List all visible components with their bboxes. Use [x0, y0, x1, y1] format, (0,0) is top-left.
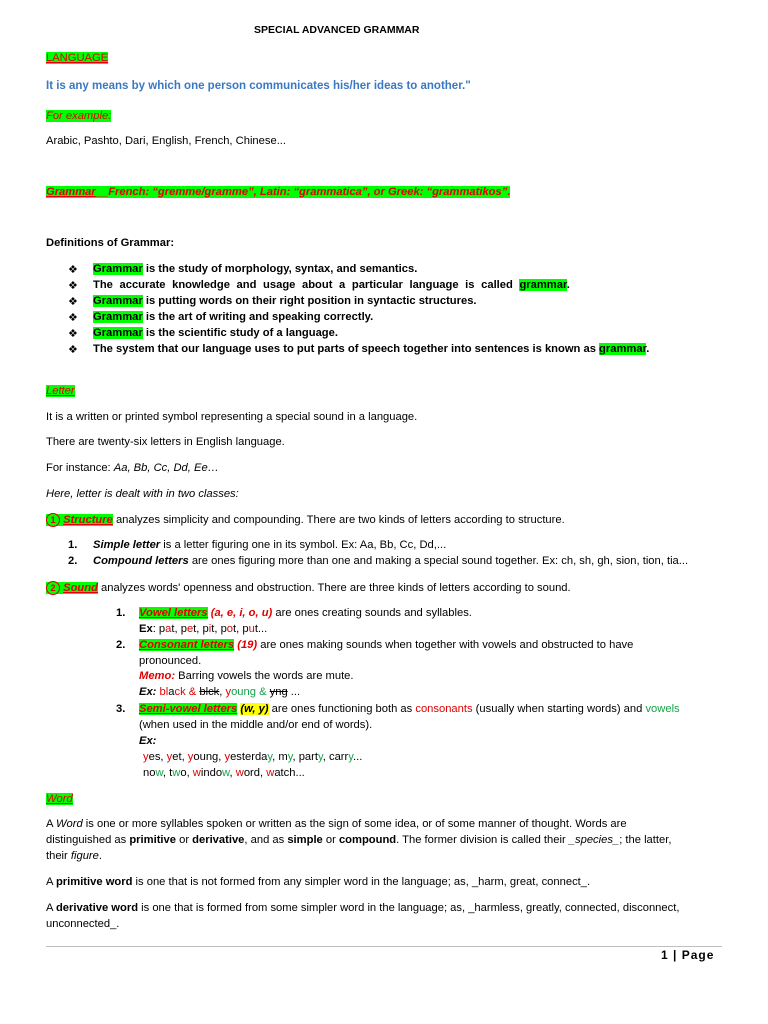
semivowel-examples-line2: now, two, window, word, watch... — [143, 767, 305, 779]
language-examples: Arabic, Pashto, Dari, English, French, Chinese... — [46, 135, 287, 147]
list-item: ❖ The system that our language uses to put parts of speech together into sentences is known as grammar. — [68, 343, 650, 356]
letter-paragraph: For instance: Aa, Bb, Cc, Dd, Ee… — [46, 462, 219, 474]
list-item: 1. Simple letter is a letter figuring one in its symbol. Ex: Aa, Bb, Cc, Dd,... — [68, 539, 447, 551]
word-paragraph: A derivative word is one that is formed from some simpler word in the language; as, _harmless, greatly, connected, disconnect, — [46, 902, 680, 914]
list-item: ❖ Grammar is the art of writing and speaking correctly. — [68, 311, 374, 324]
page-title: SPECIAL ADVANCED GRAMMAR — [254, 24, 420, 36]
list-item: 2. Consonant letters (19) are ones making sounds when together with vowels and obstructed to have — [116, 639, 634, 651]
word-heading: Word — [46, 793, 73, 805]
list-item: 1. Vowel letters (a, e, i, o, u) are ones creating sounds and syllables. — [116, 607, 472, 619]
footer-divider — [46, 946, 722, 947]
letter-heading: Letter — [46, 385, 75, 397]
word-paragraph: A Word is one or more syllables spoken or written as the sign of some idea, or of some manner of thought. Words are — [46, 818, 627, 830]
semivowel-ex-label: Ex: — [139, 735, 157, 747]
circled-number-icon: 1 — [46, 513, 60, 527]
grammar-etymology: Grammar__French: “gremme/gramme”, Latin: “grammatica”, or Greek: “grammatikos”. — [46, 186, 511, 198]
bullet-icon: ❖ — [68, 296, 78, 308]
bullet-icon: ❖ — [68, 328, 78, 340]
bullet-icon: ❖ — [68, 280, 78, 292]
definitions-heading: Definitions of Grammar: — [46, 237, 175, 249]
vowel-examples: Ex: pat, pet, pit, pot, put... — [139, 623, 268, 635]
letter-paragraph: There are twenty-six letters in English language. — [46, 436, 285, 448]
word-paragraph: unconnected_. — [46, 918, 120, 930]
list-item: 2. Compound letters are ones figuring more than one and making a special sound together. Ex: ch, sh, gh, sion, tion, tia... — [68, 555, 689, 567]
language-definition: It is any means by which one person communicates his/her ideas to another." — [46, 80, 471, 92]
circled-number-icon: 2 — [46, 581, 60, 595]
consonant-examples: Ex: black & blck, young & yng ... — [139, 686, 301, 698]
consonant-text: pronounced. — [139, 655, 202, 667]
list-item: ❖ Grammar is the scientific study of a language. — [68, 327, 338, 340]
word-paragraph: their figure. — [46, 850, 102, 862]
page-number: 1 | Page — [661, 948, 715, 962]
list-item: ❖ Grammar is the study of morphology, syntax, and semantics. — [68, 263, 418, 276]
letter-paragraph: It is a written or printed symbol representing a special sound in a language. — [46, 411, 418, 423]
list-item: ❖ Grammar is putting words on their right position in syntactic structures. — [68, 295, 477, 308]
list-item: ❖ The accurate knowledge and usage about a particular language is called grammar. — [68, 279, 570, 292]
word-paragraph: A primitive word is one that is not formed from any simpler word in the language; as, _harm, great, connect_. — [46, 876, 591, 888]
bullet-icon: ❖ — [68, 264, 78, 276]
example-label: For example: — [46, 110, 112, 122]
consonant-memo: Memo: Barring vowels the words are mute. — [139, 670, 354, 682]
bullet-icon: ❖ — [68, 312, 78, 324]
semivowel-text: (when used in the middle and/or end of words). — [139, 719, 373, 731]
structure-line: 1 Structure analyzes simplicity and compounding. There are two kinds of letters according to structure. — [46, 513, 565, 527]
letter-paragraph: Here, letter is dealt with in two classes: — [46, 488, 239, 500]
list-item: 3. Semi-vowel letters (w, y) are ones functioning both as consonants (usually when starting words) and vowels — [116, 703, 680, 715]
sound-line: 2 Sound analyzes words' openness and obstruction. There are three kinds of letters according to sound. — [46, 581, 571, 595]
language-heading: LANGUAGE — [46, 52, 109, 64]
word-paragraph: distinguished as primitive or derivative, and as simple or compound. The former division is called their _species_; the latter, — [46, 834, 672, 846]
semivowel-examples-line1: yes, yet, young, yesterday, my, party, carry... — [143, 751, 363, 763]
bullet-icon: ❖ — [68, 344, 78, 356]
